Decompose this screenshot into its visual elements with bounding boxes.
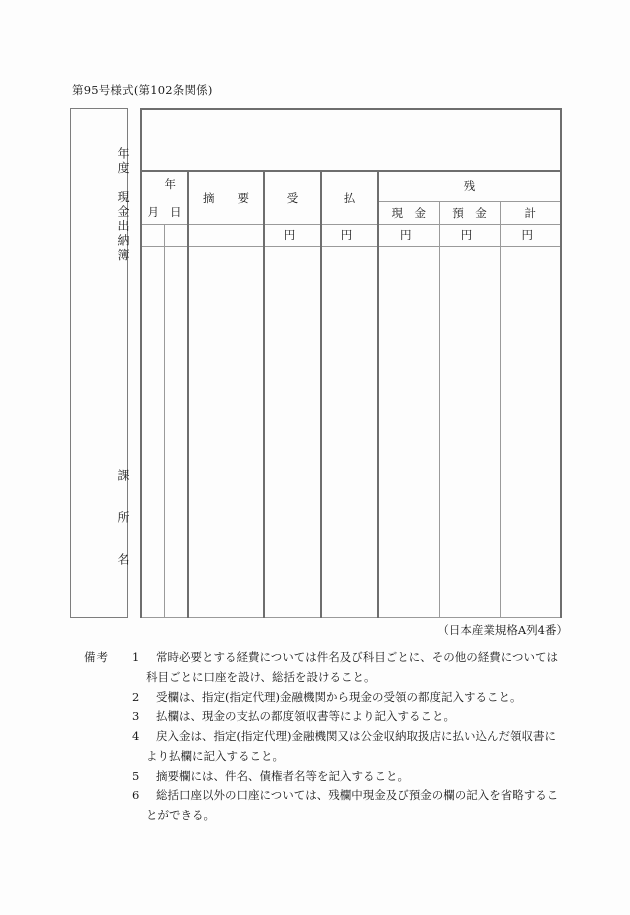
form-number-caption: 第95号様式(第102条関係)	[72, 83, 213, 97]
remarks-item	[132, 767, 584, 787]
header-day-label: 日	[170, 205, 182, 220]
remarks-item-line1: 戻入金は、指定(指定代理)金融機関又は公金収納取扱店に払い込んだ領収書に	[156, 729, 556, 744]
body-balance-total-cell[interactable]	[500, 246, 561, 617]
header-balance-group: 残	[378, 171, 561, 201]
remarks-section	[84, 648, 584, 826]
ledger-title-row	[141, 109, 561, 171]
body-day-cell[interactable]	[164, 246, 188, 617]
remarks-item-number: 3	[132, 709, 140, 724]
remarks-item-line2: より払欄に記入すること。	[146, 748, 284, 763]
header-summary: 摘 要	[188, 171, 264, 225]
unit-payment-yen: 円	[321, 225, 378, 247]
unit-receipt-yen: 円	[264, 225, 321, 247]
header-month-label: 月	[147, 205, 159, 220]
remarks-item-line1: 受欄は、指定(指定代理)金融機関から現金の受領の都度記入すること。	[156, 689, 522, 704]
form-spine-column	[70, 108, 128, 618]
remarks-item-number: 2	[132, 689, 140, 704]
header-date-group	[141, 171, 188, 225]
remarks-list	[132, 648, 584, 826]
spine-title-label: 年度 現金出納簿	[116, 147, 130, 263]
body-balance-cash-cell[interactable]	[378, 246, 439, 617]
remarks-item-line2: 科目ごとに口座を設け、総括を設けること。	[146, 669, 376, 684]
remarks-item-number: 4	[132, 729, 140, 744]
remarks-item	[132, 707, 584, 727]
body-payment-cell[interactable]	[321, 246, 378, 617]
remarks-item-line1: 払欄は、現金の支払の都度領収書等により記入すること。	[156, 709, 455, 724]
ledger-header-row-primary	[141, 171, 561, 201]
remarks-item-line1: 常時必要とする経費については件名及び科目ごとに、その他の経費については	[156, 650, 559, 664]
unit-balance-total-yen: 円	[500, 225, 561, 247]
header-payment: 払	[321, 171, 378, 225]
ledger-title-blank-cell[interactable]	[141, 109, 561, 171]
remarks-item-number: 5	[132, 768, 140, 783]
unit-day-cell	[164, 225, 188, 247]
remarks-item	[132, 727, 584, 767]
remarks-item-line1: 摘要欄には、件名、債権者名等を記入すること。	[156, 768, 409, 783]
unit-balance-cash-yen: 円	[378, 225, 439, 247]
ledger-body-row	[141, 246, 561, 617]
ledger-table	[140, 108, 562, 618]
ledger-unit-row	[141, 225, 561, 247]
header-balance-cash: 現 金	[378, 201, 439, 225]
remarks-label: 備考	[84, 650, 109, 664]
remarks-item	[132, 648, 584, 688]
header-balance-deposit: 預 金	[439, 201, 500, 225]
spine-department-label: 課 所 名	[116, 469, 130, 574]
remarks-item	[132, 688, 584, 708]
body-receipt-cell[interactable]	[264, 246, 321, 617]
unit-month-cell	[141, 225, 164, 247]
unit-summary-cell	[188, 225, 264, 247]
cash-book-form	[70, 108, 560, 618]
body-balance-deposit-cell[interactable]	[439, 246, 500, 617]
header-receipt: 受	[264, 171, 321, 225]
remarks-item	[132, 786, 584, 826]
body-summary-cell[interactable]	[188, 246, 264, 617]
body-month-cell[interactable]	[141, 246, 164, 617]
remarks-item-line2: とができる。	[146, 808, 215, 823]
header-year-label: 年	[164, 176, 176, 191]
remarks-item-number: 1	[132, 650, 140, 664]
paper-size-note: （日本産業規格A列4番）	[437, 623, 568, 637]
header-balance-total: 計	[500, 201, 561, 225]
remarks-item-line1: 総括口座以外の口座については、残欄中現金及び預金の欄の記入を省略するこ	[156, 788, 559, 803]
remarks-item-number: 6	[132, 788, 140, 803]
unit-balance-deposit-yen: 円	[439, 225, 500, 247]
